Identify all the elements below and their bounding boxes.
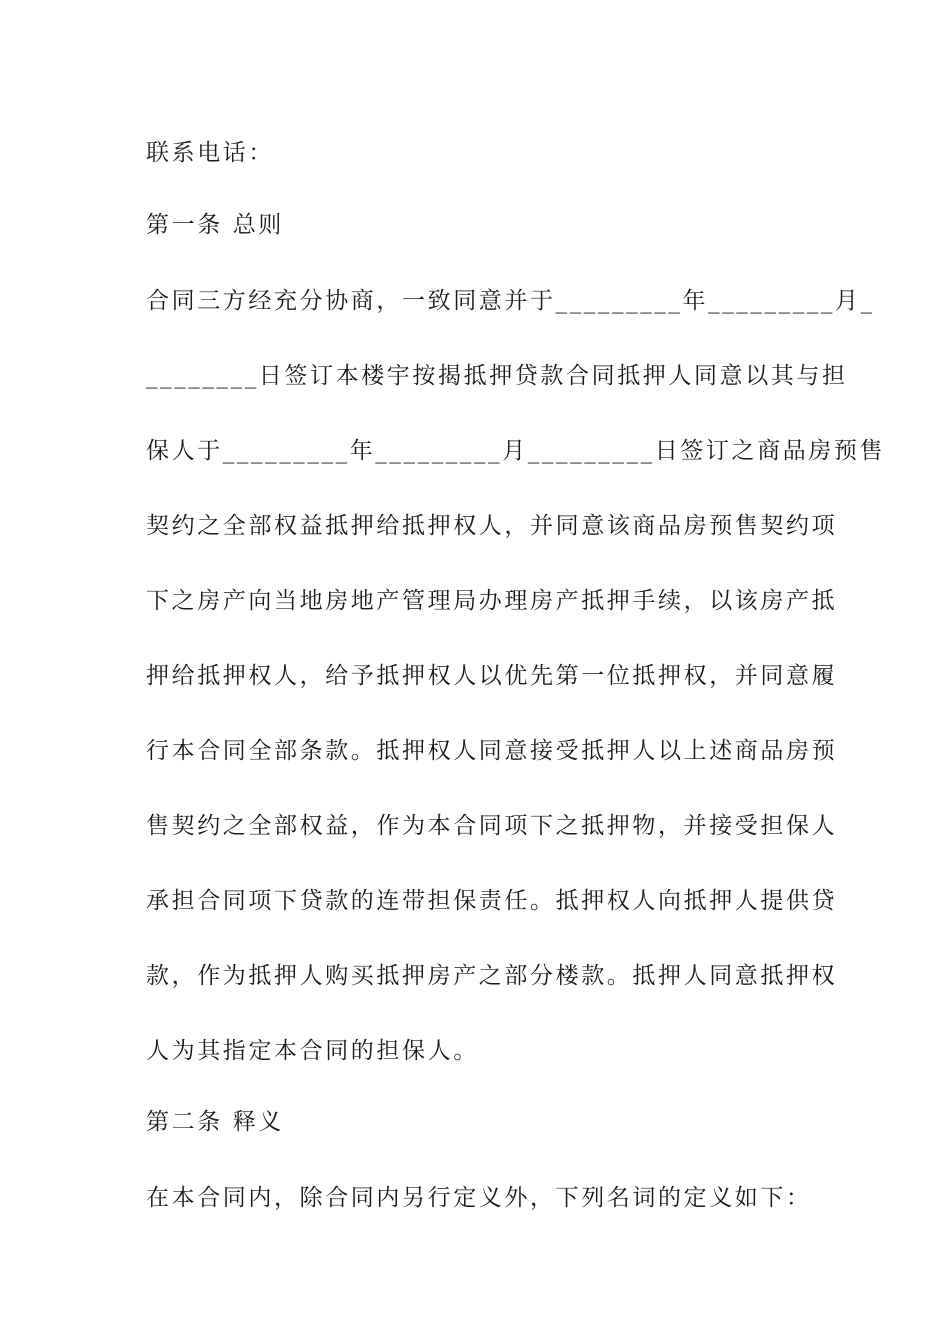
paragraph-line: 下之房产向当地房地产管理局办理房产抵押手续，以该房产抵 [146,588,838,614]
paragraph-line: 押给抵押权人，给予抵押权人以优先第一位抵押权，并同意履 [146,663,838,689]
paragraph-line: 款，作为抵押人购买抵押房产之部分楼款。抵押人同意抵押权 [146,963,838,989]
paragraph-line: 合同三方经充分协商，一致同意并于_________年_________月_ [146,288,875,314]
paragraph-line: 保人于_________年_________月_________日签订之商品房预售 [146,438,886,464]
paragraph-line: 人为其指定本合同的担保人。 [146,1038,479,1064]
contact-phone-label: 联系电话： [146,140,274,166]
paragraph-line: 承担合同项下贷款的连带担保责任。抵押权人向抵押人提供贷 [146,888,838,914]
article-1-heading: 第一条 总则 [146,212,284,238]
definitions-intro: 在本合同内，除合同内另行定义外，下列名词的定义如下： [146,1185,812,1211]
paragraph-line: ________日签订本楼宇按揭抵押贷款合同抵押人同意以其与担 [146,363,848,389]
paragraph-line: 契约之全部权益抵押给抵押权人，并同意该商品房预售契约项 [146,513,838,539]
paragraph-line: 行本合同全部条款。抵押权人同意接受抵押人以上述商品房预 [146,738,838,764]
paragraph-line: 售契约之全部权益，作为本合同项下之抵押物，并接受担保人 [146,813,838,839]
article-2-heading: 第二条 释义 [146,1109,284,1135]
